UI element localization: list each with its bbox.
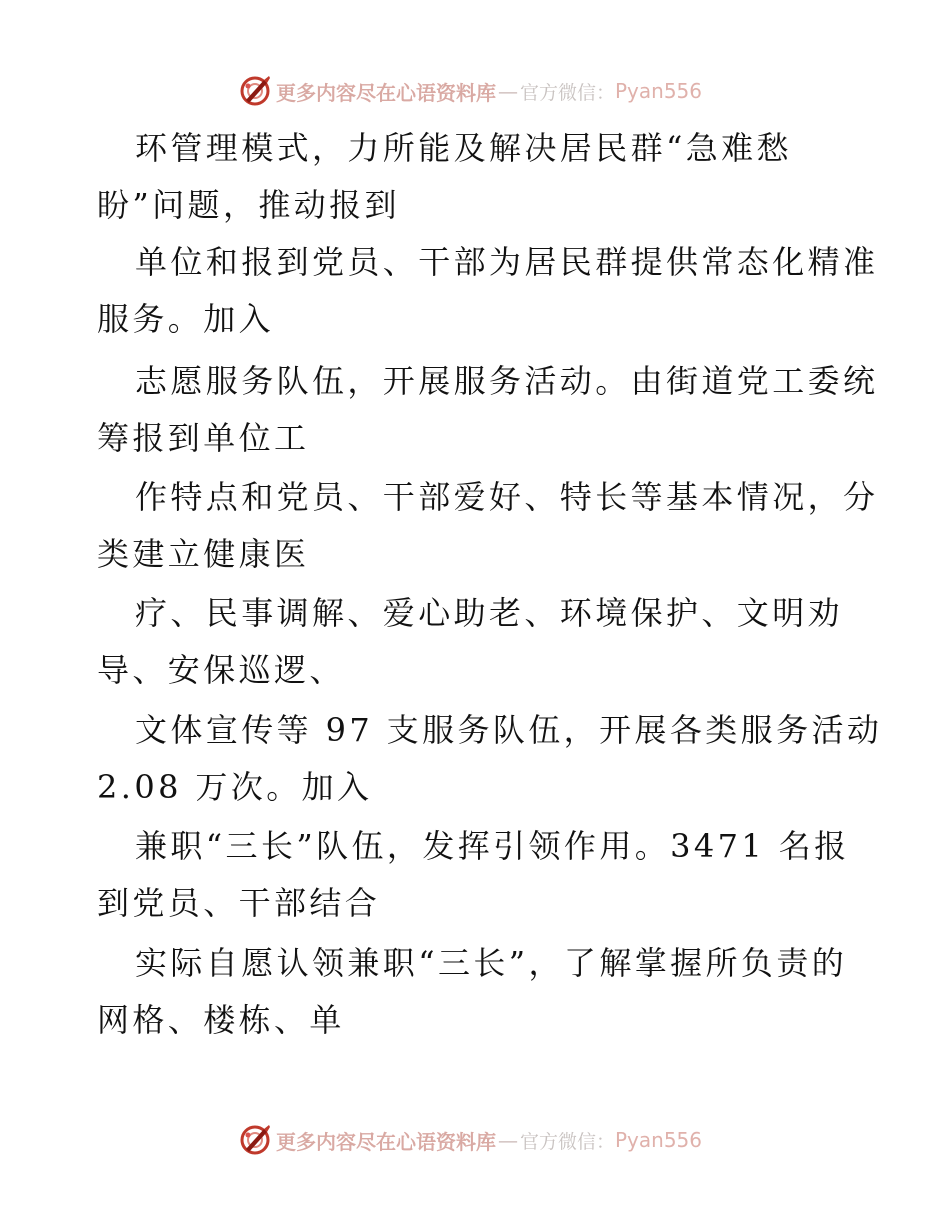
logo-icon bbox=[238, 1123, 272, 1157]
watermark-wechat-label: 官方微信： bbox=[519, 1130, 615, 1153]
paragraph-6-line-1: 文体宣传等 97 支服务队伍，开展各类服务活动 bbox=[135, 711, 883, 749]
paragraph-4-line-2: 类建立健康医 bbox=[97, 535, 310, 573]
paragraph-7-line-1: 兼职“三长”队伍，发挥引领作用。3471 名报 bbox=[135, 827, 850, 865]
watermark-wechat-label: 官方微信： bbox=[519, 81, 615, 104]
paragraph-7-line-2: 到党员、干部结合 bbox=[97, 884, 381, 922]
paragraph-1-line-2: 盼”问题，推动报到 bbox=[97, 186, 400, 224]
paragraph-2-line-1: 单位和报到党员、干部为居民群提供常态化精准 bbox=[135, 243, 879, 281]
paragraph-4-line-1: 作特点和党员、干部爱好、特长等基本情况，分 bbox=[135, 478, 879, 516]
header-watermark bbox=[0, 71, 950, 111]
paragraph-3-line-2: 筹报到单位工 bbox=[97, 419, 310, 457]
watermark-wechat-id: Pyan556 bbox=[615, 1128, 703, 1152]
paragraph-1-line-1: 环管理模式，力所能及解决居民群“急难愁 bbox=[135, 129, 792, 167]
logo-icon bbox=[238, 74, 272, 108]
paragraph-8-line-1: 实际自愿认领兼职“三长”，了解掌握所负责的 bbox=[135, 944, 848, 982]
watermark-text: 更多内容尽在心语资料库 bbox=[275, 1129, 496, 1154]
watermark-dash: — bbox=[497, 79, 518, 103]
paragraph-2-line-2: 服务。加入 bbox=[97, 300, 275, 338]
watermark-text: 更多内容尽在心语资料库 bbox=[275, 80, 496, 105]
paragraph-5-line-1: 疗、民事调解、爱心助老、环境保护、文明劝 bbox=[135, 594, 844, 632]
footer-watermark bbox=[0, 1120, 950, 1160]
paragraph-3-line-1: 志愿服务队伍，开展服务活动。由街道党工委统 bbox=[135, 362, 879, 400]
watermark-wechat-id: Pyan556 bbox=[615, 79, 703, 103]
watermark-dash: — bbox=[497, 1128, 518, 1152]
paragraph-5-line-2: 导、安保巡逻、 bbox=[97, 651, 345, 689]
paragraph-6-line-2: 2.08 万次。加入 bbox=[97, 768, 373, 806]
paragraph-8-line-2: 网格、楼栋、单 bbox=[97, 1001, 345, 1039]
